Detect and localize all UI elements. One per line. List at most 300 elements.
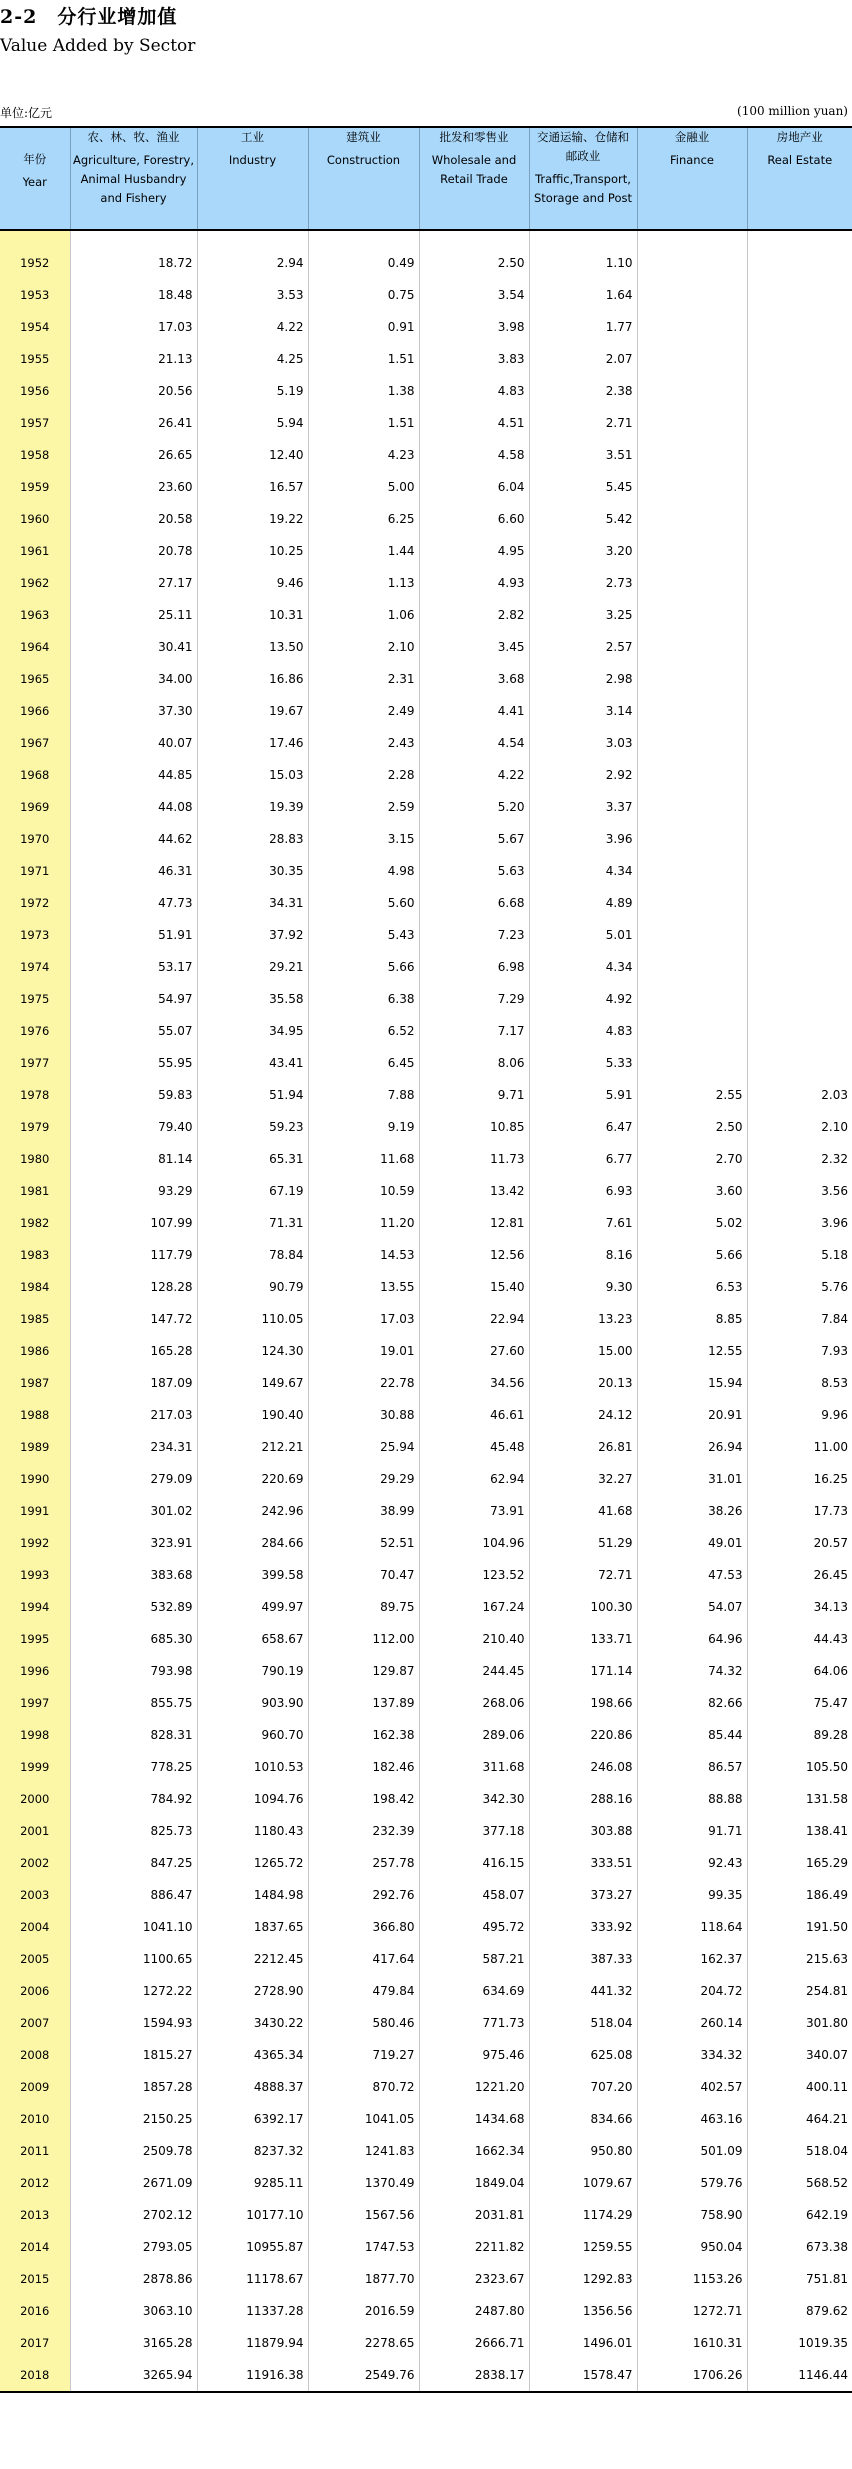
value-cell bbox=[747, 567, 852, 599]
value-cell: 8.06 bbox=[419, 1047, 529, 1079]
value-cell: 59.23 bbox=[197, 1111, 308, 1143]
value-cell: 342.30 bbox=[419, 1783, 529, 1815]
value-cell: 288.16 bbox=[529, 1783, 637, 1815]
value-cell: 210.40 bbox=[419, 1623, 529, 1655]
value-cell bbox=[747, 951, 852, 983]
value-cell bbox=[637, 375, 747, 407]
year-cell: 1995 bbox=[0, 1623, 70, 1655]
value-cell: 90.79 bbox=[197, 1271, 308, 1303]
table-row bbox=[0, 1527, 852, 1559]
value-cell: 5.66 bbox=[637, 1239, 747, 1271]
value-cell: 17.03 bbox=[70, 311, 197, 343]
value-cell: 685.30 bbox=[70, 1623, 197, 1655]
year-cell: 1971 bbox=[0, 855, 70, 887]
value-cell bbox=[637, 1047, 747, 1079]
year-cell: 2010 bbox=[0, 2103, 70, 2135]
value-cell: 501.09 bbox=[637, 2135, 747, 2167]
value-cell: 19.67 bbox=[197, 695, 308, 727]
value-cell: 2702.12 bbox=[70, 2199, 197, 2231]
value-cell bbox=[637, 663, 747, 695]
value-cell: 8237.32 bbox=[197, 2135, 308, 2167]
value-cell: 190.40 bbox=[197, 1399, 308, 1431]
value-cell: 26.81 bbox=[529, 1431, 637, 1463]
year-cell: 1980 bbox=[0, 1143, 70, 1175]
header-finance: 金融业 Finance bbox=[637, 127, 747, 230]
value-cell: 4.83 bbox=[529, 1015, 637, 1047]
value-cell bbox=[637, 823, 747, 855]
value-cell: 751.81 bbox=[747, 2263, 852, 2295]
value-cell: 4.98 bbox=[308, 855, 419, 887]
table-row bbox=[0, 2039, 852, 2071]
value-cell: 2.10 bbox=[308, 631, 419, 663]
year-cell: 2011 bbox=[0, 2135, 70, 2167]
value-cell: 5.18 bbox=[747, 1239, 852, 1271]
table-row bbox=[0, 663, 852, 695]
value-cell: 3.96 bbox=[747, 1207, 852, 1239]
value-cell: 13.50 bbox=[197, 631, 308, 663]
value-cell: 4.92 bbox=[529, 983, 637, 1015]
year-cell: 2001 bbox=[0, 1815, 70, 1847]
table-row bbox=[0, 1367, 852, 1399]
value-cell: 879.62 bbox=[747, 2295, 852, 2327]
year-cell: 1970 bbox=[0, 823, 70, 855]
value-cell: 1153.26 bbox=[637, 2263, 747, 2295]
year-cell: 2013 bbox=[0, 2199, 70, 2231]
year-cell: 1965 bbox=[0, 663, 70, 695]
value-cell: 458.07 bbox=[419, 1879, 529, 1911]
value-cell bbox=[747, 279, 852, 311]
value-cell: 2.55 bbox=[637, 1079, 747, 1111]
value-cell: 6.53 bbox=[637, 1271, 747, 1303]
header-wholesale: 批发和零售业 Wholesale and Retail Trade bbox=[419, 127, 529, 230]
value-cell: 38.26 bbox=[637, 1495, 747, 1527]
value-cell: 62.94 bbox=[419, 1463, 529, 1495]
value-cell: 3.54 bbox=[419, 279, 529, 311]
value-cell: 19.22 bbox=[197, 503, 308, 535]
value-cell bbox=[747, 599, 852, 631]
year-cell: 1997 bbox=[0, 1687, 70, 1719]
value-cell: 129.87 bbox=[308, 1655, 419, 1687]
value-cell: 1019.35 bbox=[747, 2327, 852, 2359]
table-row bbox=[0, 2071, 852, 2103]
value-cell bbox=[747, 855, 852, 887]
value-cell bbox=[747, 887, 852, 919]
value-cell: 254.81 bbox=[747, 1975, 852, 2007]
value-cell: 11879.94 bbox=[197, 2327, 308, 2359]
table-row bbox=[0, 1751, 852, 1783]
value-cell: 30.41 bbox=[70, 631, 197, 663]
value-cell: 3.56 bbox=[747, 1175, 852, 1207]
value-cell: 0.49 bbox=[308, 247, 419, 279]
value-cell: 1.51 bbox=[308, 407, 419, 439]
table-row bbox=[0, 1463, 852, 1495]
value-cell: 340.07 bbox=[747, 2039, 852, 2071]
value-cell: 104.96 bbox=[419, 1527, 529, 1559]
value-cell: 79.40 bbox=[70, 1111, 197, 1143]
value-cell: 2549.76 bbox=[308, 2359, 419, 2392]
year-cell: 1974 bbox=[0, 951, 70, 983]
value-cell bbox=[747, 631, 852, 663]
value-cell: 2.94 bbox=[197, 247, 308, 279]
value-cell: 29.21 bbox=[197, 951, 308, 983]
value-cell: 82.66 bbox=[637, 1687, 747, 1719]
value-cell: 198.42 bbox=[308, 1783, 419, 1815]
value-cell: 25.94 bbox=[308, 1431, 419, 1463]
value-cell: 1272.71 bbox=[637, 2295, 747, 2327]
value-cell bbox=[637, 631, 747, 663]
value-cell: 4.83 bbox=[419, 375, 529, 407]
value-cell: 1567.56 bbox=[308, 2199, 419, 2231]
value-cell: 20.13 bbox=[529, 1367, 637, 1399]
value-cell: 1272.22 bbox=[70, 1975, 197, 2007]
value-cell: 70.47 bbox=[308, 1559, 419, 1591]
value-cell: 123.52 bbox=[419, 1559, 529, 1591]
value-cell: 6.04 bbox=[419, 471, 529, 503]
value-cell: 1094.76 bbox=[197, 1783, 308, 1815]
value-cell: 5.76 bbox=[747, 1271, 852, 1303]
year-cell: 2002 bbox=[0, 1847, 70, 1879]
value-cell bbox=[747, 247, 852, 279]
value-cell bbox=[637, 855, 747, 887]
value-cell: 74.32 bbox=[637, 1655, 747, 1687]
value-cell: 2728.90 bbox=[197, 1975, 308, 2007]
value-cell: 289.06 bbox=[419, 1719, 529, 1751]
value-cell bbox=[637, 951, 747, 983]
value-cell bbox=[747, 823, 852, 855]
value-cell: 204.72 bbox=[637, 1975, 747, 2007]
value-cell: 12.55 bbox=[637, 1335, 747, 1367]
table-row bbox=[0, 1047, 852, 1079]
table-row bbox=[0, 1719, 852, 1751]
value-cell: 92.43 bbox=[637, 1847, 747, 1879]
value-cell: 5.67 bbox=[419, 823, 529, 855]
value-cell: 27.17 bbox=[70, 567, 197, 599]
value-cell: 1180.43 bbox=[197, 1815, 308, 1847]
value-cell: 4888.37 bbox=[197, 2071, 308, 2103]
table-row bbox=[0, 375, 852, 407]
value-cell: 217.03 bbox=[70, 1399, 197, 1431]
value-cell: 1594.93 bbox=[70, 2007, 197, 2039]
value-cell: 1434.68 bbox=[419, 2103, 529, 2135]
year-cell: 2018 bbox=[0, 2359, 70, 2392]
value-cell: 51.91 bbox=[70, 919, 197, 951]
year-cell: 1988 bbox=[0, 1399, 70, 1431]
value-cell: 301.80 bbox=[747, 2007, 852, 2039]
value-cell: 416.15 bbox=[419, 1847, 529, 1879]
value-cell: 9.19 bbox=[308, 1111, 419, 1143]
year-cell: 1979 bbox=[0, 1111, 70, 1143]
value-cell: 13.42 bbox=[419, 1175, 529, 1207]
value-cell bbox=[747, 663, 852, 695]
value-cell: 85.44 bbox=[637, 1719, 747, 1751]
value-cell: 5.42 bbox=[529, 503, 637, 535]
header-year: 年份 Year bbox=[0, 127, 70, 230]
value-cell: 10.59 bbox=[308, 1175, 419, 1207]
value-cell: 11178.67 bbox=[197, 2263, 308, 2295]
table-row bbox=[0, 1079, 852, 1111]
year-cell: 2016 bbox=[0, 2295, 70, 2327]
table-row bbox=[0, 2167, 852, 2199]
table-row bbox=[0, 1655, 852, 1687]
value-cell: 9.46 bbox=[197, 567, 308, 599]
value-cell: 17.46 bbox=[197, 727, 308, 759]
value-cell: 886.47 bbox=[70, 1879, 197, 1911]
value-cell: 1.77 bbox=[529, 311, 637, 343]
value-cell: 1662.34 bbox=[419, 2135, 529, 2167]
value-cell: 279.09 bbox=[70, 1463, 197, 1495]
value-cell: 2031.81 bbox=[419, 2199, 529, 2231]
value-cell: 2.50 bbox=[419, 247, 529, 279]
value-cell: 6.38 bbox=[308, 983, 419, 1015]
value-cell: 568.52 bbox=[747, 2167, 852, 2199]
value-cell: 950.04 bbox=[637, 2231, 747, 2263]
value-cell: 2.70 bbox=[637, 1143, 747, 1175]
value-cell: 32.27 bbox=[529, 1463, 637, 1495]
value-cell: 47.73 bbox=[70, 887, 197, 919]
value-cell: 2.98 bbox=[529, 663, 637, 695]
value-cell: 8.85 bbox=[637, 1303, 747, 1335]
value-cell bbox=[747, 695, 852, 727]
value-cell: 2.92 bbox=[529, 759, 637, 791]
value-cell: 8.53 bbox=[747, 1367, 852, 1399]
value-cell: 10.31 bbox=[197, 599, 308, 631]
table-row bbox=[0, 2231, 852, 2263]
value-cell: 5.02 bbox=[637, 1207, 747, 1239]
table-row bbox=[0, 535, 852, 567]
value-cell: 7.17 bbox=[419, 1015, 529, 1047]
table-row bbox=[0, 503, 852, 535]
value-cell: 34.56 bbox=[419, 1367, 529, 1399]
table-row bbox=[0, 2295, 852, 2327]
value-cell: 658.67 bbox=[197, 1623, 308, 1655]
value-cell: 7.93 bbox=[747, 1335, 852, 1367]
value-cell: 55.95 bbox=[70, 1047, 197, 1079]
table-row bbox=[0, 887, 852, 919]
year-cell: 2005 bbox=[0, 1943, 70, 1975]
value-cell: 15.00 bbox=[529, 1335, 637, 1367]
table-row bbox=[0, 1783, 852, 1815]
year-cell: 1976 bbox=[0, 1015, 70, 1047]
value-cell: 22.94 bbox=[419, 1303, 529, 1335]
value-cell: 4365.34 bbox=[197, 2039, 308, 2071]
value-cell: 3.25 bbox=[529, 599, 637, 631]
year-cell: 2007 bbox=[0, 2007, 70, 2039]
value-cell: 870.72 bbox=[308, 2071, 419, 2103]
value-cell: 323.91 bbox=[70, 1527, 197, 1559]
value-cell: 19.01 bbox=[308, 1335, 419, 1367]
table-row bbox=[0, 1335, 852, 1367]
value-cell bbox=[637, 791, 747, 823]
value-cell: 30.88 bbox=[308, 1399, 419, 1431]
table-row bbox=[0, 2135, 852, 2167]
value-cell: 11.20 bbox=[308, 1207, 419, 1239]
value-cell: 2150.25 bbox=[70, 2103, 197, 2135]
value-cell: 1265.72 bbox=[197, 1847, 308, 1879]
value-cell: 215.63 bbox=[747, 1943, 852, 1975]
value-cell: 6.98 bbox=[419, 951, 529, 983]
value-cell: 234.31 bbox=[70, 1431, 197, 1463]
value-cell: 6.25 bbox=[308, 503, 419, 535]
value-cell: 5.66 bbox=[308, 951, 419, 983]
value-cell: 162.38 bbox=[308, 1719, 419, 1751]
year-cell: 1966 bbox=[0, 695, 70, 727]
value-cell: 55.07 bbox=[70, 1015, 197, 1047]
value-cell: 186.49 bbox=[747, 1879, 852, 1911]
value-cell bbox=[747, 919, 852, 951]
value-cell: 3.45 bbox=[419, 631, 529, 663]
value-cell: 6.93 bbox=[529, 1175, 637, 1207]
value-cell: 5.94 bbox=[197, 407, 308, 439]
value-cell: 6.60 bbox=[419, 503, 529, 535]
value-cell: 171.14 bbox=[529, 1655, 637, 1687]
value-cell: 642.19 bbox=[747, 2199, 852, 2231]
value-cell: 2.50 bbox=[637, 1111, 747, 1143]
value-cell: 4.22 bbox=[419, 759, 529, 791]
table-row bbox=[0, 2199, 852, 2231]
value-cell: 1174.29 bbox=[529, 2199, 637, 2231]
value-cell: 3.15 bbox=[308, 823, 419, 855]
value-cell: 634.69 bbox=[419, 1975, 529, 2007]
value-cell: 2.10 bbox=[747, 1111, 852, 1143]
value-cell: 15.40 bbox=[419, 1271, 529, 1303]
value-cell: 12.81 bbox=[419, 1207, 529, 1239]
table-row bbox=[0, 951, 852, 983]
value-cell: 246.08 bbox=[529, 1751, 637, 1783]
value-cell: 260.14 bbox=[637, 2007, 747, 2039]
value-cell: 5.33 bbox=[529, 1047, 637, 1079]
value-cell: 29.29 bbox=[308, 1463, 419, 1495]
value-cell: 0.75 bbox=[308, 279, 419, 311]
value-cell: 72.71 bbox=[529, 1559, 637, 1591]
value-cell: 22.78 bbox=[308, 1367, 419, 1399]
value-cell: 52.51 bbox=[308, 1527, 419, 1559]
value-cell: 3430.22 bbox=[197, 2007, 308, 2039]
value-cell: 11337.28 bbox=[197, 2295, 308, 2327]
table-row bbox=[0, 2007, 852, 2039]
value-cell: 10177.10 bbox=[197, 2199, 308, 2231]
value-cell: 44.08 bbox=[70, 791, 197, 823]
year-cell: 1996 bbox=[0, 1655, 70, 1687]
value-cell: 40.07 bbox=[70, 727, 197, 759]
value-cell: 242.96 bbox=[197, 1495, 308, 1527]
value-cell: 37.92 bbox=[197, 919, 308, 951]
value-cell: 1.44 bbox=[308, 535, 419, 567]
table-row bbox=[0, 567, 852, 599]
value-cell: 3.98 bbox=[419, 311, 529, 343]
year-cell: 1959 bbox=[0, 471, 70, 503]
value-cell: 3.83 bbox=[419, 343, 529, 375]
value-cell: 14.53 bbox=[308, 1239, 419, 1271]
value-cell: 15.94 bbox=[637, 1367, 747, 1399]
value-cell: 579.76 bbox=[637, 2167, 747, 2199]
table-row bbox=[0, 1399, 852, 1431]
year-cell: 1964 bbox=[0, 631, 70, 663]
value-cell: 2838.17 bbox=[419, 2359, 529, 2392]
value-cell: 1496.01 bbox=[529, 2327, 637, 2359]
year-cell: 1990 bbox=[0, 1463, 70, 1495]
value-cell: 6.45 bbox=[308, 1047, 419, 1079]
value-cell: 402.57 bbox=[637, 2071, 747, 2103]
year-cell: 2008 bbox=[0, 2039, 70, 2071]
value-cell: 784.92 bbox=[70, 1783, 197, 1815]
value-cell: 28.83 bbox=[197, 823, 308, 855]
value-cell: 20.91 bbox=[637, 1399, 747, 1431]
year-cell: 1957 bbox=[0, 407, 70, 439]
value-cell bbox=[747, 343, 852, 375]
year-cell: 1986 bbox=[0, 1335, 70, 1367]
value-cell: 20.78 bbox=[70, 535, 197, 567]
value-cell: 12.40 bbox=[197, 439, 308, 471]
header-transport: 交通运输、仓储和邮政业 Traffic,Transport, Storage and Post bbox=[529, 127, 637, 230]
table-title-en: Value Added by Sector bbox=[0, 36, 196, 56]
value-cell: 3.96 bbox=[529, 823, 637, 855]
value-cell: 71.31 bbox=[197, 1207, 308, 1239]
value-cell: 220.69 bbox=[197, 1463, 308, 1495]
value-cell: 2.49 bbox=[308, 695, 419, 727]
value-cell: 847.25 bbox=[70, 1847, 197, 1879]
value-cell bbox=[637, 535, 747, 567]
year-cell: 2015 bbox=[0, 2263, 70, 2295]
value-cell: 301.02 bbox=[70, 1495, 197, 1527]
table-row bbox=[0, 823, 852, 855]
value-cell: 2487.80 bbox=[419, 2295, 529, 2327]
value-cell: 4.25 bbox=[197, 343, 308, 375]
value-cell: 855.75 bbox=[70, 1687, 197, 1719]
value-cell: 118.64 bbox=[637, 1911, 747, 1943]
value-cell: 65.31 bbox=[197, 1143, 308, 1175]
table-spacer-row bbox=[0, 230, 852, 247]
value-cell: 303.88 bbox=[529, 1815, 637, 1847]
value-cell: 311.68 bbox=[419, 1751, 529, 1783]
value-cell: 137.89 bbox=[308, 1687, 419, 1719]
value-cell bbox=[637, 695, 747, 727]
year-cell: 1954 bbox=[0, 311, 70, 343]
value-cell bbox=[637, 759, 747, 791]
value-cell: 9.30 bbox=[529, 1271, 637, 1303]
value-cell: 138.41 bbox=[747, 1815, 852, 1847]
value-cell: 20.56 bbox=[70, 375, 197, 407]
table-row bbox=[0, 791, 852, 823]
value-cell: 1747.53 bbox=[308, 2231, 419, 2263]
value-cell: 165.29 bbox=[747, 1847, 852, 1879]
value-cell: 4.58 bbox=[419, 439, 529, 471]
value-cell: 128.28 bbox=[70, 1271, 197, 1303]
value-cell: 100.30 bbox=[529, 1591, 637, 1623]
value-cell: 5.91 bbox=[529, 1079, 637, 1111]
value-cell: 1241.83 bbox=[308, 2135, 419, 2167]
year-cell: 2017 bbox=[0, 2327, 70, 2359]
table-row bbox=[0, 343, 852, 375]
table-title-cn: 2-2 分行业增加值 bbox=[0, 6, 178, 28]
table-header bbox=[0, 127, 852, 230]
value-cell bbox=[747, 1047, 852, 1079]
value-cell: 44.43 bbox=[747, 1623, 852, 1655]
value-cell: 35.58 bbox=[197, 983, 308, 1015]
value-cell: 373.27 bbox=[529, 1879, 637, 1911]
value-cell: 20.58 bbox=[70, 503, 197, 535]
table-row bbox=[0, 2327, 852, 2359]
value-cell: 1010.53 bbox=[197, 1751, 308, 1783]
value-cell: 20.57 bbox=[747, 1527, 852, 1559]
value-cell: 3.14 bbox=[529, 695, 637, 727]
value-cell: 75.47 bbox=[747, 1687, 852, 1719]
value-cell: 220.86 bbox=[529, 1719, 637, 1751]
value-cell: 771.73 bbox=[419, 2007, 529, 2039]
table-row bbox=[0, 631, 852, 663]
value-cell: 18.48 bbox=[70, 279, 197, 311]
value-cell: 2016.59 bbox=[308, 2295, 419, 2327]
table-row bbox=[0, 311, 852, 343]
